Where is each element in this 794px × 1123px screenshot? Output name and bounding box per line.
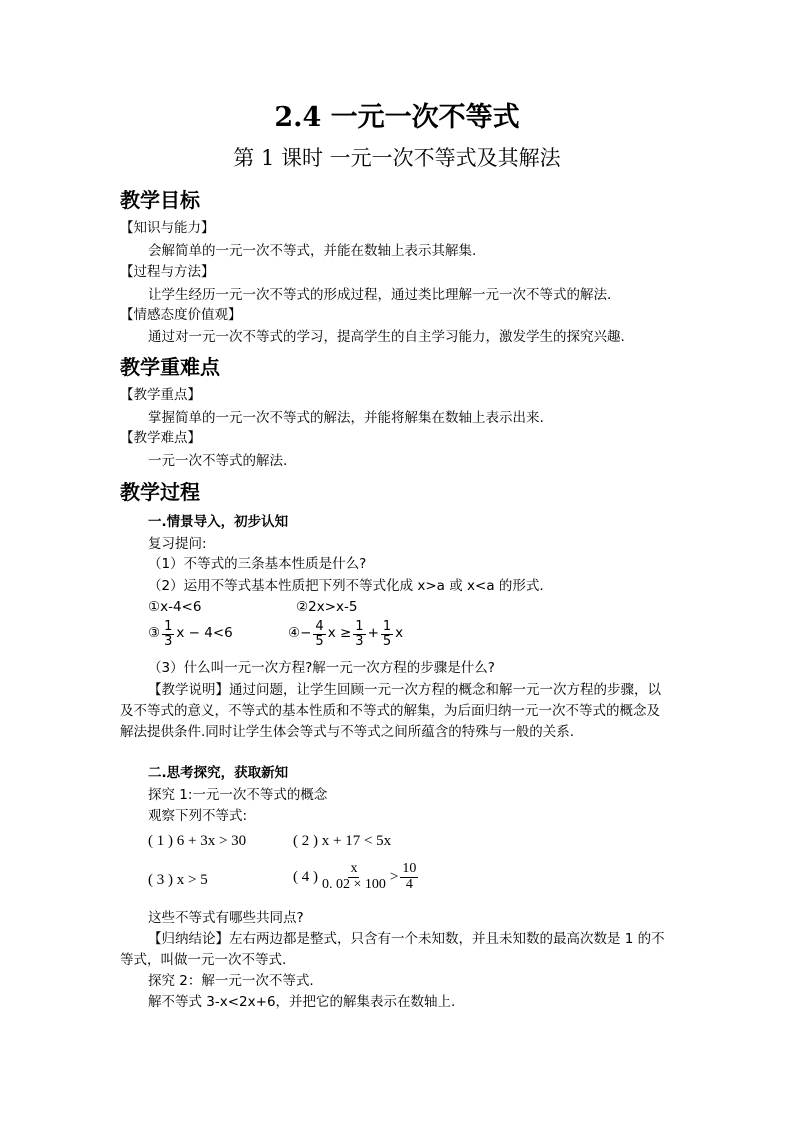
fraction-numerator: 1 xyxy=(382,619,392,634)
difficulty-label: 【教学难点】 xyxy=(120,430,201,446)
process-heading: 教学过程 xyxy=(120,480,200,504)
fraction-numerator: 10 xyxy=(402,861,417,876)
greater-sign: > xyxy=(389,868,399,885)
fraction-numerator: 1 xyxy=(355,619,364,634)
fraction xyxy=(320,862,388,892)
fraction xyxy=(353,620,365,648)
keypoints-heading: 教学重难点 xyxy=(120,355,220,379)
fraction xyxy=(162,620,174,648)
exercise-1: ①x-4<6 xyxy=(148,599,202,615)
inequality-2: ( 2 ) x + 17 < 5x xyxy=(293,833,392,849)
question-1: （1）不等式的三条基本性质是什么? xyxy=(148,556,367,572)
common-question: 这些不等式有哪些共同点? xyxy=(148,910,304,926)
inequality-4 xyxy=(293,862,420,892)
exercise-4-prefix: ④− xyxy=(288,625,312,642)
fraction-denominator: 4 xyxy=(405,876,413,892)
fraction-denominator: 0. 02 × 100 xyxy=(322,876,386,892)
solve-task: 解不等式 3-x<2x+6，并把它的解集表示在数轴上. xyxy=(148,994,456,1010)
key-text: 掌握简单的一元一次不等式的解法，并能将解集在数轴上表示出来. xyxy=(148,410,544,426)
section1-title: 一.情景导入，初步认知 xyxy=(148,514,289,530)
process-label: 【过程与方法】 xyxy=(120,264,215,280)
review-text: 复习提问: xyxy=(148,536,207,552)
teaching-note-line1: 【教学说明】通过问题，让学生回顾一元一次方程的概念和解一元一次方程的步骤，以 xyxy=(148,682,661,698)
conclusion-line1: 【归纳结论】左右两边都是整式，只含有一个未知数，并且未知数的最高次数是 1 的不 xyxy=(148,931,665,947)
section2-title: 二.思考探究，获取新知 xyxy=(148,765,289,781)
exercise-3-prefix: ③ xyxy=(148,625,161,642)
exercise-2: ②2x>x-5 xyxy=(296,599,358,615)
fraction-numerator: x xyxy=(350,861,358,876)
goals-heading: 教学目标 xyxy=(120,188,200,212)
question-3: （3）什么叫一元一次方程?解一元一次方程的步骤是什么? xyxy=(148,660,495,676)
fraction-numerator: 4 xyxy=(315,619,324,634)
exercise-3-rest: x − 4<6 xyxy=(176,625,233,642)
emotion-text: 通过对一元一次不等式的学习，提高学生的自主学习能力，激发学生的探究兴趣. xyxy=(148,329,625,345)
fraction-denominator: 3 xyxy=(164,633,173,649)
question-2: （2）运用不等式基本性质把下列不等式化成 x>a 或 x<a 的形式. xyxy=(148,578,544,594)
exercise-4 xyxy=(288,620,403,648)
explore-1: 探究 1:一元一次不等式的概念 xyxy=(148,787,328,803)
fraction xyxy=(381,620,393,648)
plus-sign: + xyxy=(367,625,379,642)
conclusion-line2: 等式，叫做一元一次不等式. xyxy=(120,952,287,968)
explore-2: 探究 2：解一元一次不等式. xyxy=(148,973,314,989)
page-title: 2.4 一元一次不等式 xyxy=(274,102,520,133)
teaching-note-line2: 及不等式的意义，不等式的基本性质和不等式的解集，为后面归纳一元一次不等式的概念及 xyxy=(120,703,660,719)
fraction xyxy=(400,862,418,892)
knowledge-label: 【知识与能力】 xyxy=(120,220,215,236)
teaching-note-line3: 解法提供条件.同时让学生体会等式与不等式之间所蕴含的特殊与一般的关系. xyxy=(120,724,575,740)
page-subtitle: 第 1 课时 一元一次不等式及其解法 xyxy=(233,146,561,170)
emotion-label: 【情感态度价值观】 xyxy=(120,307,242,323)
inequality-3: ( 3 ) x > 5 xyxy=(148,872,208,888)
inequality-1: ( 1 ) 6 + 3x > 30 xyxy=(148,833,247,849)
fraction-denominator: 5 xyxy=(382,633,392,649)
inequality-4-prefix: ( 4 ) xyxy=(293,868,318,885)
difficulty-text: 一元一次不等式的解法. xyxy=(148,453,288,469)
process-text: 让学生经历一元一次不等式的形成过程，通过类比理解一元一次不等式的解法. xyxy=(148,287,612,303)
knowledge-text: 会解简单的一元一次不等式，并能在数轴上表示其解集. xyxy=(148,243,477,259)
exercise-4-mid: x ≥ xyxy=(327,625,352,642)
fraction-numerator: 1 xyxy=(164,619,173,634)
fraction xyxy=(313,620,325,648)
key-label: 【教学重点】 xyxy=(120,387,201,403)
exercise-4-end: x xyxy=(395,625,404,642)
exercise-3 xyxy=(148,620,233,648)
observe-text: 观察下列不等式: xyxy=(148,808,248,824)
fraction-denominator: 5 xyxy=(315,633,324,649)
fraction-denominator: 3 xyxy=(355,633,364,649)
